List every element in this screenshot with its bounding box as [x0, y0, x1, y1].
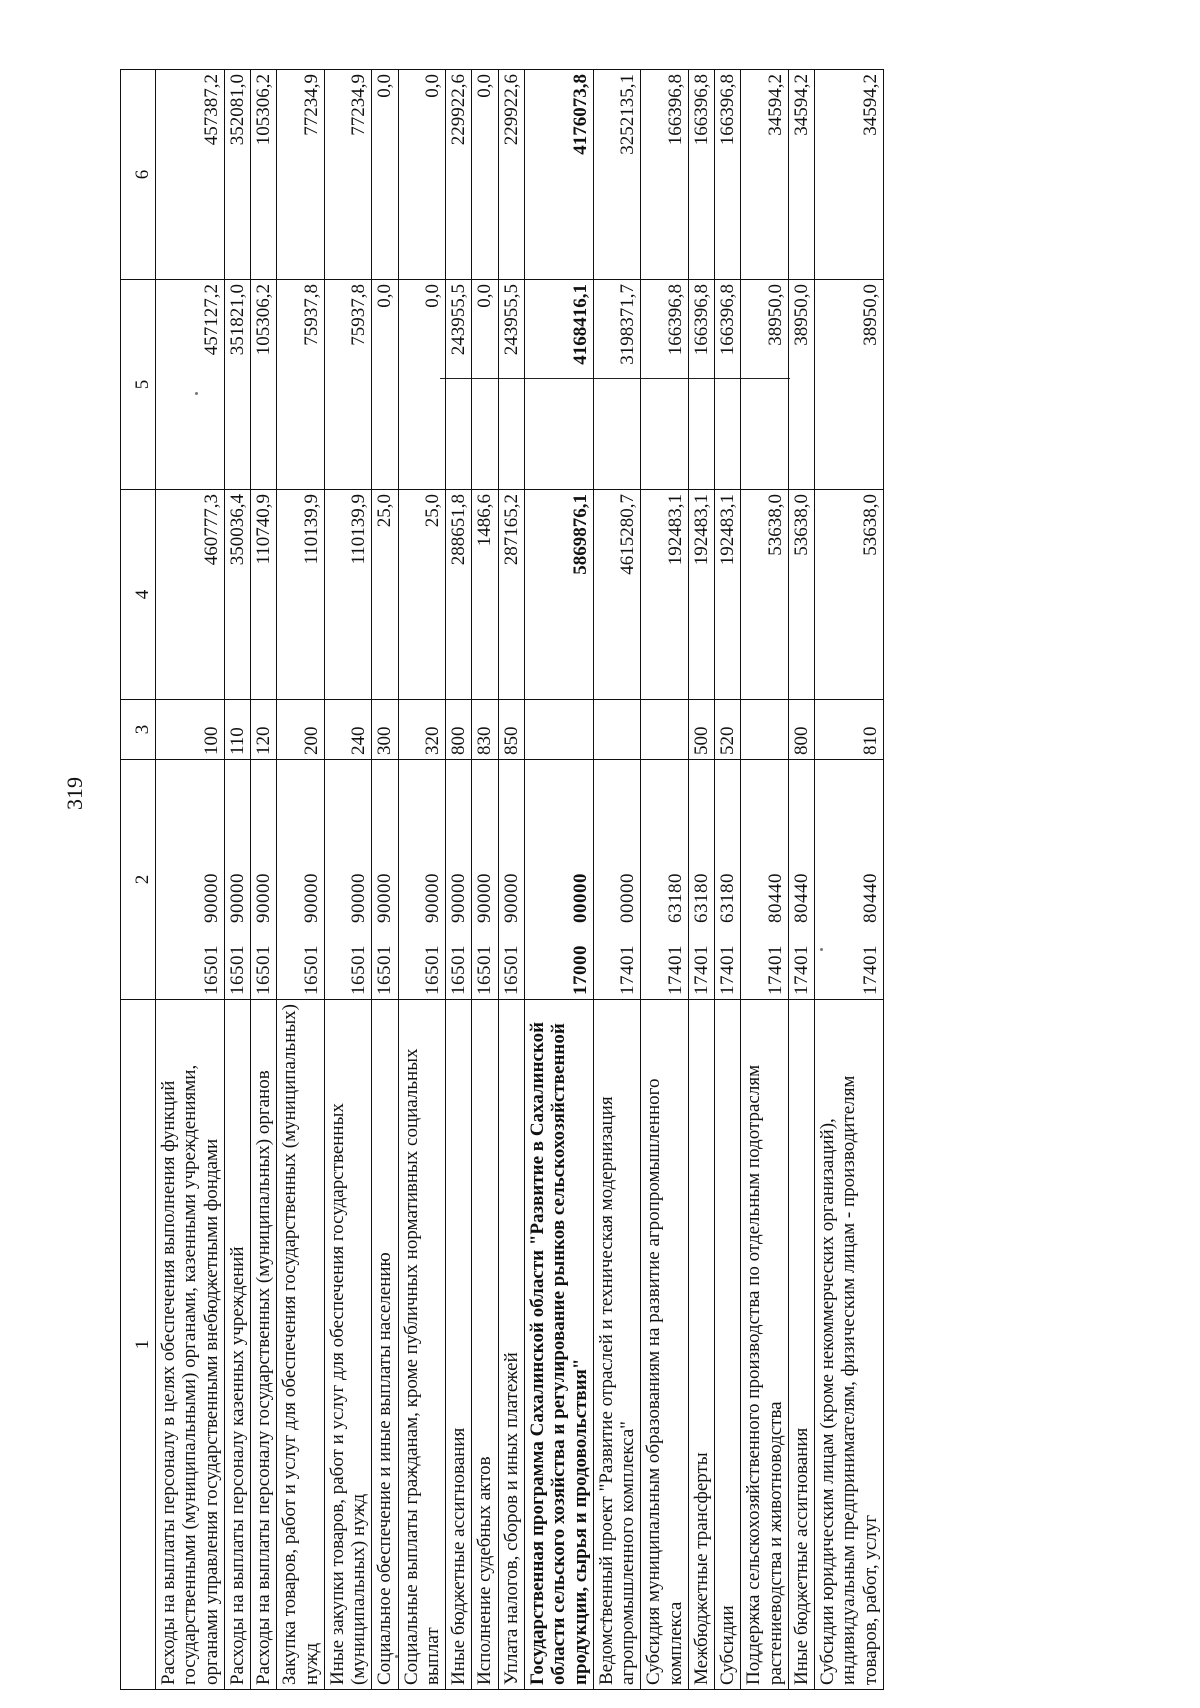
row-value-col5: 351821,0	[224, 280, 250, 490]
column-header: 5	[121, 280, 156, 490]
program-code: 17401	[664, 945, 686, 995]
row-name: Ведомственный проект "Развитие отраслей и техническая модернизация агропромышленного комплекса"	[593, 1000, 641, 1690]
direction-code: 00000	[569, 873, 591, 923]
direction-code: 90000	[300, 873, 322, 923]
program-code: 16501	[374, 945, 396, 995]
row-value-col5: 243955,5	[498, 280, 524, 490]
row-value-col6: 3252135,1	[593, 70, 641, 280]
program-code: 16501	[348, 945, 370, 995]
direction-code: 90000	[448, 873, 470, 923]
row-expense-type: 240	[324, 700, 372, 760]
row-expense-type	[593, 700, 641, 760]
row-code	[446, 760, 472, 1000]
row-value-col5: 457127,2	[156, 280, 225, 490]
row-value-col4: 25,0	[398, 490, 446, 700]
row-value-col4: 5869876,1	[524, 490, 593, 700]
row-value-col6: 457387,2	[156, 70, 225, 280]
row-value-col6: 105306,2	[251, 70, 277, 280]
direction-code: 80440	[764, 873, 786, 923]
row-expense-type: 800	[446, 700, 472, 760]
program-code: 17401	[764, 945, 786, 995]
row-value-col4: 4615280,7	[593, 490, 641, 700]
row-value-col4: 53638,0	[741, 490, 789, 700]
row-value-col5: 38950,0	[788, 280, 814, 490]
direction-code: 63180	[664, 873, 686, 923]
row-name: Иные бюджетные ассигнования	[446, 1000, 472, 1690]
table-row	[446, 70, 472, 1690]
row-name: Поддержка сельскохозяйственного производства по отдельным подотраслям растениеводства и животноводства	[741, 1000, 789, 1690]
row-value-col4: 192483,1	[688, 490, 714, 700]
row-value-col5: 0,0	[472, 280, 498, 490]
direction-code: 90000	[374, 873, 396, 923]
row-code	[498, 760, 524, 1000]
row-value-col6: 166396,8	[715, 70, 741, 280]
row-name: Государственная программа Сахалинской области "Развитие в Сахалинской области сельского хозяйства и регулирование рынков сельскохозяйственной продукции, сырья и продовольствия"	[524, 1000, 593, 1690]
row-name: Субсидия муниципальным образованиям на развитие агропромышленного комплекса	[641, 1000, 689, 1690]
row-code	[593, 760, 641, 1000]
row-value-col6: 77234,9	[277, 70, 325, 280]
row-value-col6: 229922,6	[446, 70, 472, 280]
row-code	[398, 760, 446, 1000]
row-expense-type	[741, 700, 789, 760]
row-code	[715, 760, 741, 1000]
row-expense-type: 100	[156, 700, 225, 760]
row-value-col6: 229922,6	[498, 70, 524, 280]
row-value-col6: 4176073,8	[524, 70, 593, 280]
row-value-col6: 34594,2	[788, 70, 814, 280]
row-value-col6: 0,0	[372, 70, 398, 280]
row-value-col4: 350036,4	[224, 490, 250, 700]
direction-code: 00000	[617, 873, 639, 923]
row-value-col5: 105306,2	[251, 280, 277, 490]
table-row	[715, 70, 741, 1690]
row-code	[224, 760, 250, 1000]
program-code: 17401	[717, 945, 739, 995]
program-code: 16501	[300, 945, 322, 995]
row-value-col4: 460777,3	[156, 490, 225, 700]
direction-code: 63180	[717, 873, 739, 923]
table-row	[472, 70, 498, 1690]
row-code	[788, 760, 814, 1000]
row-code	[277, 760, 325, 1000]
budget-table	[120, 69, 884, 1690]
program-code: 17401	[790, 945, 812, 995]
table-row	[593, 70, 641, 1690]
row-expense-type: 110	[224, 700, 250, 760]
table-row	[498, 70, 524, 1690]
row-value-col6: 34594,2	[815, 70, 884, 280]
row-name: Расходы на выплаты персоналу в целях обеспечения выполнения функций государственными (муниципальными) органами, казенными учреждениями, органами управления государственными внебюджетными фондами	[156, 1000, 225, 1690]
row-expense-type: 500	[688, 700, 714, 760]
table-row	[741, 70, 789, 1690]
row-name: Расходы на выплаты персоналу казенных учреждений	[224, 1000, 250, 1690]
row-value-col4: 192483,1	[715, 490, 741, 700]
program-code: 17401	[859, 945, 881, 995]
row-code	[156, 760, 225, 1000]
table-row	[372, 70, 398, 1690]
row-code	[641, 760, 689, 1000]
program-code: 16501	[421, 945, 443, 995]
row-value-col6: 166396,8	[641, 70, 689, 280]
column-header: 4	[121, 490, 156, 700]
table-row	[688, 70, 714, 1690]
page-number: 319	[62, 777, 87, 810]
direction-code: 90000	[226, 873, 248, 923]
row-value-col5: 166396,8	[688, 280, 714, 490]
row-expense-type: 300	[372, 700, 398, 760]
direction-code: 90000	[253, 873, 275, 923]
row-value-col4: 110139,9	[277, 490, 325, 700]
row-name: Иные бюджетные ассигнования	[788, 1000, 814, 1690]
row-value-col5: 0,0	[372, 280, 398, 490]
row-name: Иные закупки товаров, работ и услуг для обеспечения государственных (муниципальных) нужд	[324, 1000, 372, 1690]
row-code	[524, 760, 593, 1000]
table-row	[224, 70, 250, 1690]
row-value-col5: 4168416,1	[524, 280, 593, 490]
row-value-col5: 166396,8	[641, 280, 689, 490]
column-header: 6	[121, 70, 156, 280]
row-value-col4: 192483,1	[641, 490, 689, 700]
row-name: Межбюджетные трансферты	[688, 1000, 714, 1690]
direction-code: 80440	[790, 873, 812, 923]
row-value-col4: 1486,6	[472, 490, 498, 700]
row-value-col4: 53638,0	[788, 490, 814, 700]
direction-code: 90000	[500, 873, 522, 923]
row-value-col6: 0,0	[472, 70, 498, 280]
row-expense-type: 830	[472, 700, 498, 760]
table-row	[815, 70, 884, 1690]
row-value-col4: 287165,2	[498, 490, 524, 700]
row-code	[741, 760, 789, 1000]
program-code: 16501	[253, 945, 275, 995]
row-expense-type: 800	[788, 700, 814, 760]
row-code	[688, 760, 714, 1000]
row-value-col5: 38950,0	[741, 280, 789, 490]
row-code	[815, 760, 884, 1000]
row-value-col5: 75937,8	[277, 280, 325, 490]
row-value-col6: 34594,2	[741, 70, 789, 280]
row-value-col6: 352081,0	[224, 70, 250, 280]
table-row	[277, 70, 325, 1690]
row-code	[372, 760, 398, 1000]
row-expense-type: 810	[815, 700, 884, 760]
row-name: Субсидии	[715, 1000, 741, 1690]
row-value-col4: 25,0	[372, 490, 398, 700]
row-value-col6: 0,0	[398, 70, 446, 280]
row-code	[251, 760, 277, 1000]
direction-code: 80440	[859, 873, 881, 923]
row-expense-type	[524, 700, 593, 760]
row-expense-type: 850	[498, 700, 524, 760]
direction-code: 90000	[421, 873, 443, 923]
row-value-col6: 77234,9	[324, 70, 372, 280]
row-name: Социальное обеспечение и иные выплаты населению	[372, 1000, 398, 1690]
table-body	[156, 70, 884, 1690]
row-name: Социальные выплаты гражданам, кроме публичных нормативных социальных выплат	[398, 1000, 446, 1690]
row-expense-type	[641, 700, 689, 760]
direction-code: 90000	[200, 873, 222, 923]
row-value-col4: 53638,0	[815, 490, 884, 700]
row-value-col5: 243955,5	[446, 280, 472, 490]
row-value-col5: 3198371,7	[593, 280, 641, 490]
row-value-col5: 75937,8	[324, 280, 372, 490]
table-row	[788, 70, 814, 1690]
program-code: 17401	[690, 945, 712, 995]
row-expense-type: 320	[398, 700, 446, 760]
row-value-col5: 38950,0	[815, 280, 884, 490]
row-value-col5: 166396,8	[715, 280, 741, 490]
column-header: 2	[121, 760, 156, 1000]
column-header: 1	[121, 1000, 156, 1690]
row-value-col6: 166396,8	[688, 70, 714, 280]
table-row	[251, 70, 277, 1690]
row-expense-type: 120	[251, 700, 277, 760]
row-value-col4: 288651,8	[446, 490, 472, 700]
row-value-col5: 0,0	[398, 280, 446, 490]
column-header: 3	[121, 700, 156, 760]
program-code: 16501	[226, 945, 248, 995]
row-value-col4: 110740,9	[251, 490, 277, 700]
row-code	[324, 760, 372, 1000]
row-name: Расходы на выплаты персоналу государственных (муниципальных) органов	[251, 1000, 277, 1690]
row-expense-type: 520	[715, 700, 741, 760]
table-row	[524, 70, 593, 1690]
program-code: 16501	[500, 945, 522, 995]
row-name: Субсидии юридическим лицам (кроме некоммерческих организаций), индивидуальным предпринимателям, физическим лицам - производителям товаров, работ, услуг	[815, 1000, 884, 1690]
row-expense-type: 200	[277, 700, 325, 760]
row-code	[472, 760, 498, 1000]
table-header-row	[121, 70, 156, 1690]
rotated-table-container	[120, 70, 884, 1690]
table-row	[398, 70, 446, 1690]
program-code: 16501	[474, 945, 496, 995]
direction-code: 63180	[690, 873, 712, 923]
direction-code: 90000	[474, 873, 496, 923]
row-name: Закупка товаров, работ и услуг для обеспечения государственных (муниципальных) нужд	[277, 1000, 325, 1690]
row-value-col4: 110139,9	[324, 490, 372, 700]
program-code: 17000	[569, 945, 591, 995]
program-code: 17401	[617, 945, 639, 995]
row-name: Уплата налогов, сборов и иных платежей	[498, 1000, 524, 1690]
program-code: 16501	[448, 945, 470, 995]
table-row	[156, 70, 225, 1690]
row-name: Исполнение судебных актов	[472, 1000, 498, 1690]
direction-code: 90000	[348, 873, 370, 923]
program-code: 16501	[200, 945, 222, 995]
table-row	[641, 70, 689, 1690]
table-row	[324, 70, 372, 1690]
